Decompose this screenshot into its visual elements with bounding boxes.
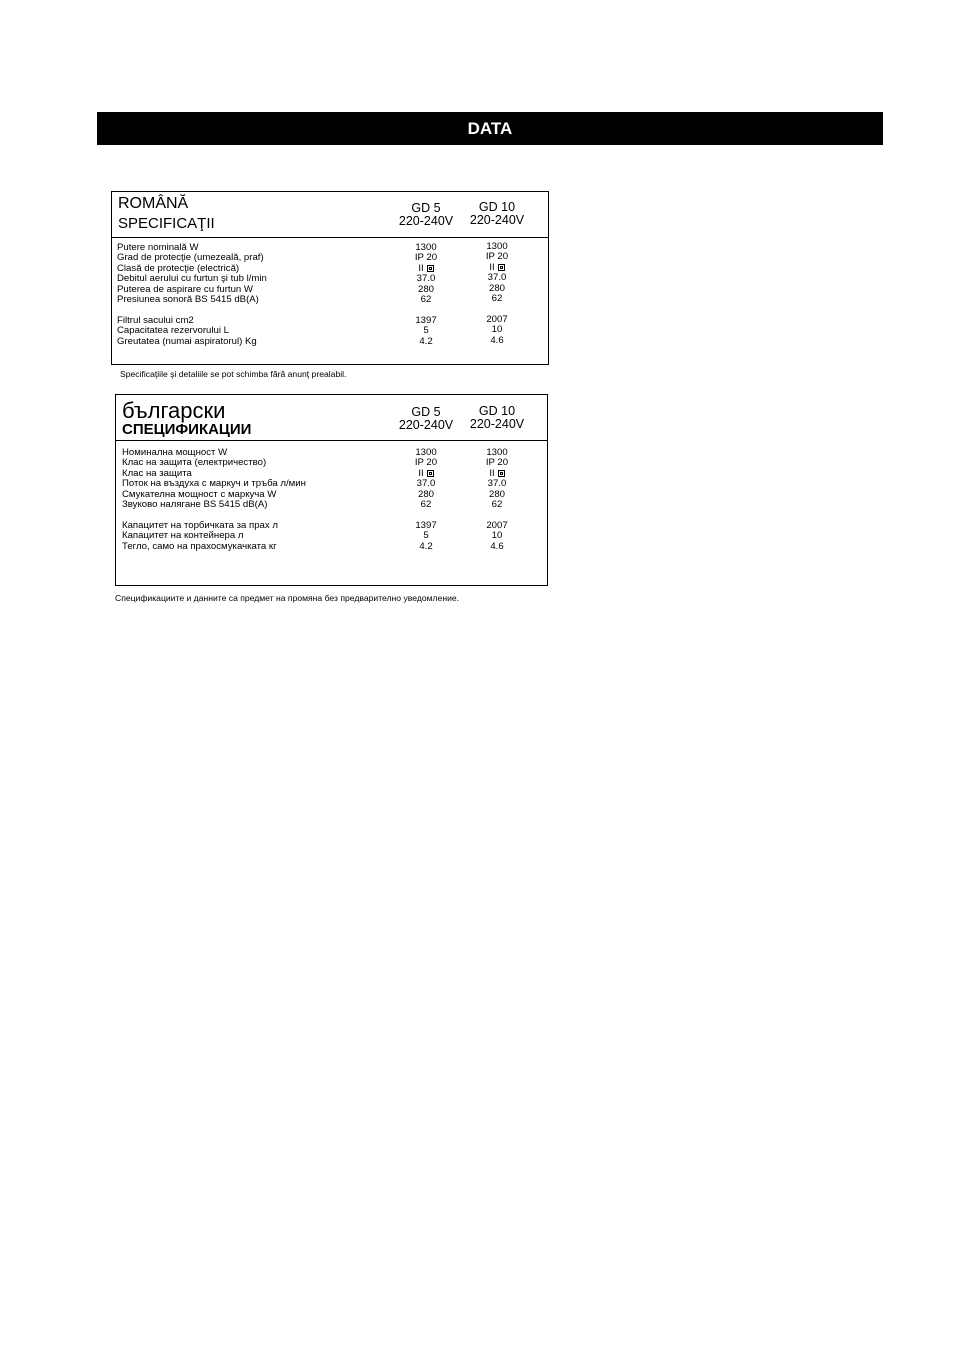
spec-value: IP 20 <box>485 457 509 469</box>
double-insulation-icon <box>427 470 434 477</box>
spec-row-label: Presiunea sonoră BS 5415 dB(A) <box>117 293 259 305</box>
spec-value: 280 <box>417 488 434 500</box>
spec-value: 5 <box>423 530 429 542</box>
spec-value: 10 <box>491 324 503 336</box>
spec-value: 62 <box>491 292 503 304</box>
bulgarian-language-title: български <box>122 398 226 423</box>
spec-value: 62 <box>420 293 432 305</box>
romanian-disclaimer: Specificaţiile şi detaliile se pot schimba fără anunţ prealabil. <box>120 369 347 379</box>
spec-value: 1300 <box>415 242 437 253</box>
model-name: GD 5 <box>411 405 441 419</box>
model-voltage: 220-240V <box>398 214 454 228</box>
spec-value: 2007 <box>486 519 508 531</box>
spec-value: 62 <box>491 498 503 510</box>
spec-row-label: Clasă de protecţie (electrică) <box>117 262 240 274</box>
bulgarian-gd10-values <box>467 448 527 552</box>
spec-value: 37.0 <box>416 478 436 490</box>
spec-value: 4.2 <box>419 335 433 347</box>
romanian-language-title: ROMÂNĂ <box>118 195 189 212</box>
spec-value: 4.6 <box>490 540 504 552</box>
romanian-gd5-values <box>396 243 456 347</box>
spec-row-label: Смукателна мощност с маркуча W <box>122 488 277 500</box>
spec-value: 4.6 <box>490 334 504 346</box>
bulgarian-model-gd10 <box>466 405 528 431</box>
romanian-model-gd10 <box>466 201 528 227</box>
spec-row-label: Filtrul sacului cm2 <box>117 314 194 326</box>
spec-value-class: II <box>467 469 527 479</box>
model-name: GD 10 <box>478 200 516 214</box>
spec-row-label: Debitul aerului cu furtun şi tub l/min <box>117 273 267 285</box>
double-insulation-icon <box>498 470 505 477</box>
bulgarian-model-gd5 <box>395 406 457 432</box>
romanian-spec-box <box>111 191 549 365</box>
romanian-spec-heading: SPECIFICAŢII <box>118 215 215 232</box>
spec-value: 1300 <box>415 447 437 458</box>
spec-value-class: II <box>467 263 527 273</box>
double-insulation-icon <box>427 265 434 272</box>
bulgarian-disclaimer: Спецификациите и данните са предмет на промяна без предварително уведомление. <box>115 593 460 603</box>
spec-value: 10 <box>491 530 503 542</box>
spec-row-label: Putere nominală W <box>117 242 199 253</box>
spec-row-label: Тегло, само на прахосмукачката кг <box>122 540 277 552</box>
spec-value: IP 20 <box>485 251 509 263</box>
model-voltage: 220-240V <box>469 213 525 227</box>
romanian-spec-labels <box>117 243 267 347</box>
model-voltage: 220-240V <box>469 417 525 431</box>
spec-value: 2007 <box>486 313 508 325</box>
spec-row-label: Puterea de aspirare cu furtun W <box>117 283 253 295</box>
spec-value: 1300 <box>486 241 508 252</box>
bulgarian-gd5-values <box>396 448 456 552</box>
model-name: GD 5 <box>411 201 441 215</box>
bulgarian-spec-heading: СПЕЦИФИКАЦИИ <box>122 421 252 438</box>
spec-value: IP 20 <box>414 252 438 264</box>
spec-value-class: II <box>396 469 456 479</box>
spec-row-label: Greutatea (numai aspiratorul) Kg <box>117 335 257 347</box>
romanian-gd10-values <box>467 242 527 346</box>
spec-row-label: Клас на защита (електричество) <box>122 457 267 469</box>
double-insulation-icon <box>498 264 505 271</box>
spec-value: 280 <box>488 282 505 294</box>
spec-row-label: Capacitatea rezervorului L <box>117 325 229 337</box>
spec-value: 1300 <box>486 447 508 458</box>
spec-value: 62 <box>420 498 432 510</box>
spec-value: 1397 <box>415 519 437 531</box>
spec-value: IP 20 <box>414 457 438 469</box>
spec-row-label: Звуково налягане BS 5415 dB(A) <box>122 498 268 510</box>
spec-value: 37.0 <box>416 273 436 285</box>
romanian-model-gd5 <box>395 202 457 228</box>
spec-row-label: Поток на въздуха с маркуч и тръба л/мин <box>122 478 306 490</box>
spec-value: 37.0 <box>487 478 507 490</box>
model-voltage: 220-240V <box>398 418 454 432</box>
spec-value: 5 <box>423 325 429 337</box>
spec-value: 1397 <box>415 314 437 326</box>
spec-row-label: Grad de protecţie (umezeală, praf) <box>117 252 264 264</box>
spec-value: 4.2 <box>419 540 433 552</box>
spec-row-label: Капацитет на контейнера л <box>122 530 244 542</box>
data-banner <box>97 112 883 145</box>
bulgarian-spec-labels <box>122 448 306 552</box>
spec-value: 37.0 <box>487 272 507 284</box>
bulgarian-spec-box <box>115 394 548 586</box>
spec-row-label: Номинална мощност W <box>122 447 228 458</box>
bulgarian-spec-header <box>116 395 547 441</box>
banner-title: DATA <box>467 118 513 138</box>
model-name: GD 10 <box>478 404 516 418</box>
spec-row-label: Клас на защита <box>122 467 192 479</box>
romanian-spec-header <box>112 192 548 238</box>
spec-row-label: Капацитет на торбичката за прах л <box>122 519 278 531</box>
spec-value-class: II <box>396 264 456 274</box>
spec-value: 280 <box>488 488 505 500</box>
spec-value: 280 <box>417 283 434 295</box>
